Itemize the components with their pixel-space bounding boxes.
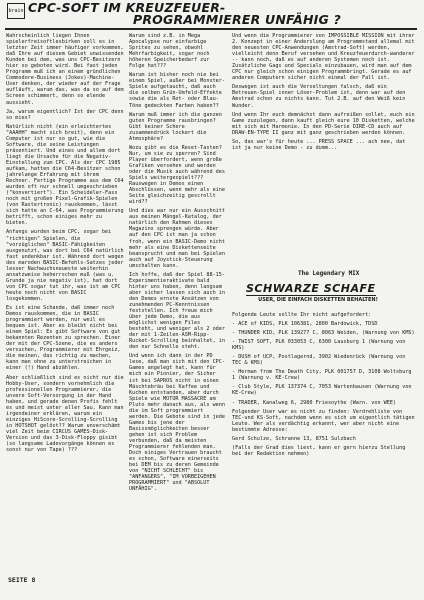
page-number: SEITE 8 bbox=[8, 576, 36, 584]
section-subtitle: USER, DIE EINFACH DISKETTEN BEHALTEN! bbox=[258, 297, 378, 303]
paragraph: Folgender User war es nicht zu finden: Verdrehliste von TEC-und KS-Soft, nachdem wenn es sich um eigentlich tätigen Leute. Wer als verdächtig erkannt, wer aber nicht eine bestimmte Adresse: bbox=[232, 408, 415, 433]
list-item: - TRADER, Kanalweg 6, 2980 Friesoythe (Warn. von WEE) bbox=[232, 399, 397, 406]
paragraph: Wozu gibt es die Reset-Tasten? Nur, um sie zu sperren? Sind Player überfordert, wenn große Grafiken versehen und werden oder die Musik auch während des Spiels weitergespielt??? Rauswegen in Demos einen Abschlüssen, wenn mehr als eine Seite gleichzeitig gescrollt wird?? bbox=[129, 144, 225, 206]
paragraph: Und wenn ich dann in der PD lese, daß man sich mit den CPC-Games angelegt hat, kann für mich ein Pionier, der Sicher ist bei SAPROS nicht in einen Mäschtebräu bei Kaffee und Kuchen entstanden, aber durch Spiele wie MOTOR MASSACRE am Pluto mehr danach aus, als wenn die im Soft programmiert werden. Die Gebote sind in jede Games bis jene der Basissmöglichkeiten besser gehen ist sich Problem verbunden, daß da meisten Programmierer fehlenden man. Doch einiges Vertrauen braucht es schon, Software einerseits bei DEM bis zu deren Gemeinde von "NICHT SCHLECHT" bis "ANFANGERS", "IM VORBEIGEHEN PROGRAMMIERT" und "ABSOLUT UNFÄHIG". bbox=[129, 353, 225, 493]
section-title: SCHWARZE SCHAFE bbox=[246, 282, 376, 295]
paragraph: Wahrscheinlich liegen Ihnen spielerfreisoftlesbirken soll es in letzter Zeit immer häufiger vorkommen, daß Ihre auf diesem Gebiet unwissenden Kunden bei dem, was uns CPC-Besitzern hier so geboten wird. Bei fast jeden Programm muß ich an einem gründlichen Commodore-Business (Jokes)-Machine-User denken, der wieder auf der Frage aufläuft, warum das, was da so auf dem Screen schimmert, denn so elende aussieht. bbox=[6, 33, 124, 106]
paragraph: Anfangs wurden beim CPC, sogar bei "richtigen" Spielen, die "vorzüglichen" BASIC-Fähigkeiten ausgenutzt, was dort bei C64 natürlich fast undenkbar ist. Während dort wegen des maroden BASIC-Befehls-Satzes jeder lesser Nachwuchsneueste weiterhin ansatzweise beherrschen muß (was u. Grunde ja nie negativ ist), hat dort von CPC sogar tut ihr, was ist am CPC heute noch nicht von BASIC losgekommen. bbox=[6, 229, 124, 302]
paragraph: Folgende Leute sollte Ihr nicht aufgefordert: bbox=[232, 312, 372, 318]
paragraph: Und wenn Ihr euch demnächst dann aufreißen sollet, euch ein Game zuzulegen, dann kauft gleich eure 10 Disketten, welche mit sich mit Harmonie. In den PD-Serie DIRE-CD auch auf DRAW-EN-TYPE II ganz mit ganz geschrieben werden können. bbox=[232, 111, 415, 136]
headline-line-2: PROGRAMMIERER UNFÄHIG ? bbox=[133, 12, 341, 27]
paragraph: So, das war's für heute ... PRESS SPACE ... ach nee, dat ist ja nur keine Demo - zu dumm... bbox=[232, 138, 406, 151]
paragraph: Und wenn die Programmierer von IMPOSSIBLE MISSION mit ihrer 2. Konzept in einer Anderslung am Programmstand allemal mit den neuesten CPC-Anwendungen (Amstrad-Soft) werden, vielleicht denn Beruf versehen und Kreuzfeuerdurch-wanderer -- kann noch, daß es auf anderen Systemen noch ist. Zusätzliche Gags und Specials einzubauen, wird man auf dem CPC nur gleich schon einigen Programmbringt. Gerade es auf anderen Computern sicher nicht einmal der Fall ist. bbox=[232, 33, 415, 82]
paragraph: Und dies war nur ein Ausschnitt aus meinen Mängel-Katalog, der natürlich den Rahmen dieses Magazins sprengen würde. Aber auf den CPC ist man ja schon froh, wenn ein BASIC-Demo nicht mehr als eine Diskettenseite beansprucht und man bei Spielen auch auf Joystick-Steuerung umschalten kann. bbox=[129, 208, 225, 269]
headline bbox=[28, 2, 418, 26]
headline-line-1: CPC-SOFT IM KREUZFEUER- bbox=[28, 0, 226, 15]
column-3-lower bbox=[232, 312, 416, 558]
header-rule bbox=[5, 28, 417, 30]
paragraph: Natürlich nicht (ein erleichtertes "AAAHH" macht sich breit), denn ein Computer ist nur so gut, wie die Software, die seine Leistungen präsentiert. Und eines und allem dort liegt die Ursache für die Negativ-Einstellung zum CPC. Als der CPC 1985 aufkam, hatten die C64-Besitzer schon jahrelange Erfahrung mit ihrem Rechner. Fertige Programme aus dem C64 wurden oft nur schnell umgeschrieben ("konvertiert"). Ein Scheideler-Fass noch mit großen Pixel-Grafik-Spielen (von Rastertronic) rauskommen, lässt sich hatte an C-64, was Programmierung betrifft, schon einiges mehr zu bieten. bbox=[6, 123, 124, 227]
column-2 bbox=[129, 33, 227, 561]
address: Gerd Schulze, Schranne 13, 8751 Sulzbach bbox=[232, 435, 356, 442]
paragraph: Warum sind z.B. in Mega Apocalypse nur einfarbige Sprites zu sehen, obwohl Mehrfarbigkeit, sogar noch höheren Speicherbedarf zur Folge hat??? bbox=[129, 33, 210, 70]
list-item: - Herman from The Death City, PLK 001757 D, 3108 Woltsburg 1 (Warnung v. KE-Crew) bbox=[232, 369, 412, 382]
paragraph: Warum ist bisher noch nie bei einem Spiel, außer bei Monster-Spiele aufgetaucht, daß auch die selben Grün-Umfeld-Effekte sowie die als Rot- oder Blau-Töne gedeckten Farben haben?? bbox=[129, 72, 225, 109]
paragraph: Ich hoffe, daß der Spiel 88-15-Experimentieraktivate bald hinter uns haben, denn langsam aber sicher lassen sich auch in den Demos ernste Ansätzen von zunehmenden PC-Kenntnissen feststellen. Ich freue mich über jede Demo, die aus möglichst wenigen Files besteht, und weniger als 2 oder der mit 1-Zeilen-ASM-Ripp-Rucket-Scrolling beinhaltet, in den nur Schnelle steht. bbox=[129, 271, 225, 351]
paragraph: Es ist eine Schande, daß immer noch Demos rauskommen, die in BASIC programmiert werden, nur weil es bequem ist. Aber es bleibt nicht bei einem Spiel: Es gibt Software von gut bekannten Rezenten zu sprechen. Einer der mit der CPC-Szene, die es anders versuchen, Programmierer mit Ehrgeiz, die meinen, das richtig zu machen, kann man ohne zu unterstreichen in einer (!) Hand abzählen. bbox=[6, 305, 121, 372]
paragraph: Aber schließlich sind es nicht nur die Hobby-User, sondern vornehmlich die professionellen Programmierer, die unsere Soft-Versorgung in der Hand haben, und gerade denen Profis fehlt es und meist unter aller Sau. Kann man irgendeiner erklären, warum ein einziges HiScore-Scrolling-Scrolling in HOTSHOT gelöst?? Warum unverschämt viel Zeit beim CIRCUS GAMES-Disk-Version und das 3-Disk-Floppy gisibt (so langsame Ladevorgänge können es sonst nur von Tape) ??? bbox=[6, 374, 124, 454]
paragraph: Deswegen ist auch die Verseltungen falsch, daß ein Betreuen-Spiel inner Löser-Problem ist, denn war auf den Amstrad schon zu nichts kann. Tut 2.B. auf den Weiß kein Wunder. bbox=[232, 84, 406, 109]
list-item: - Club Style, PLK 137374 C, 7053 Wartenbausen (Warnung von KE-Crew) bbox=[232, 384, 412, 397]
list-item: - DUSH of UCP, Postlagernd, 3902 Wiedenrück (Warnung von TEC & KMS) bbox=[232, 354, 406, 367]
paragraph: (Falls der Grad dies liest, kann er gern hierzu Stellung bei der Redaktion nehmen) bbox=[232, 444, 406, 457]
author-signature: The Legendary MIX bbox=[298, 270, 360, 277]
column-3 bbox=[232, 33, 416, 248]
column-1 bbox=[6, 33, 124, 561]
section-heading bbox=[246, 282, 376, 310]
list-item: - ACE of KIDS, PLK 106381, 2800 Bardowick, TDSD bbox=[232, 321, 378, 328]
list-item: - THUNDER KID, PLK 139277 C, 8063 Weiden, (Warnung von KMS) bbox=[232, 330, 415, 337]
paragraph: Warum muß immer ich die ganzen guten Programme rausbringen? Gibt keiner Schere zusammendrück lockert die Atmosphäre? bbox=[129, 111, 222, 142]
paragraph: Ja, warum eigentlich? Ist der CPC denn so mies? bbox=[6, 108, 124, 121]
magazine-logo: brain bbox=[7, 3, 25, 19]
list-item: - TWIST SOFT, PLK 033053 C, 6300 Lausburg 1 (Warnung von KMS) bbox=[232, 339, 406, 352]
